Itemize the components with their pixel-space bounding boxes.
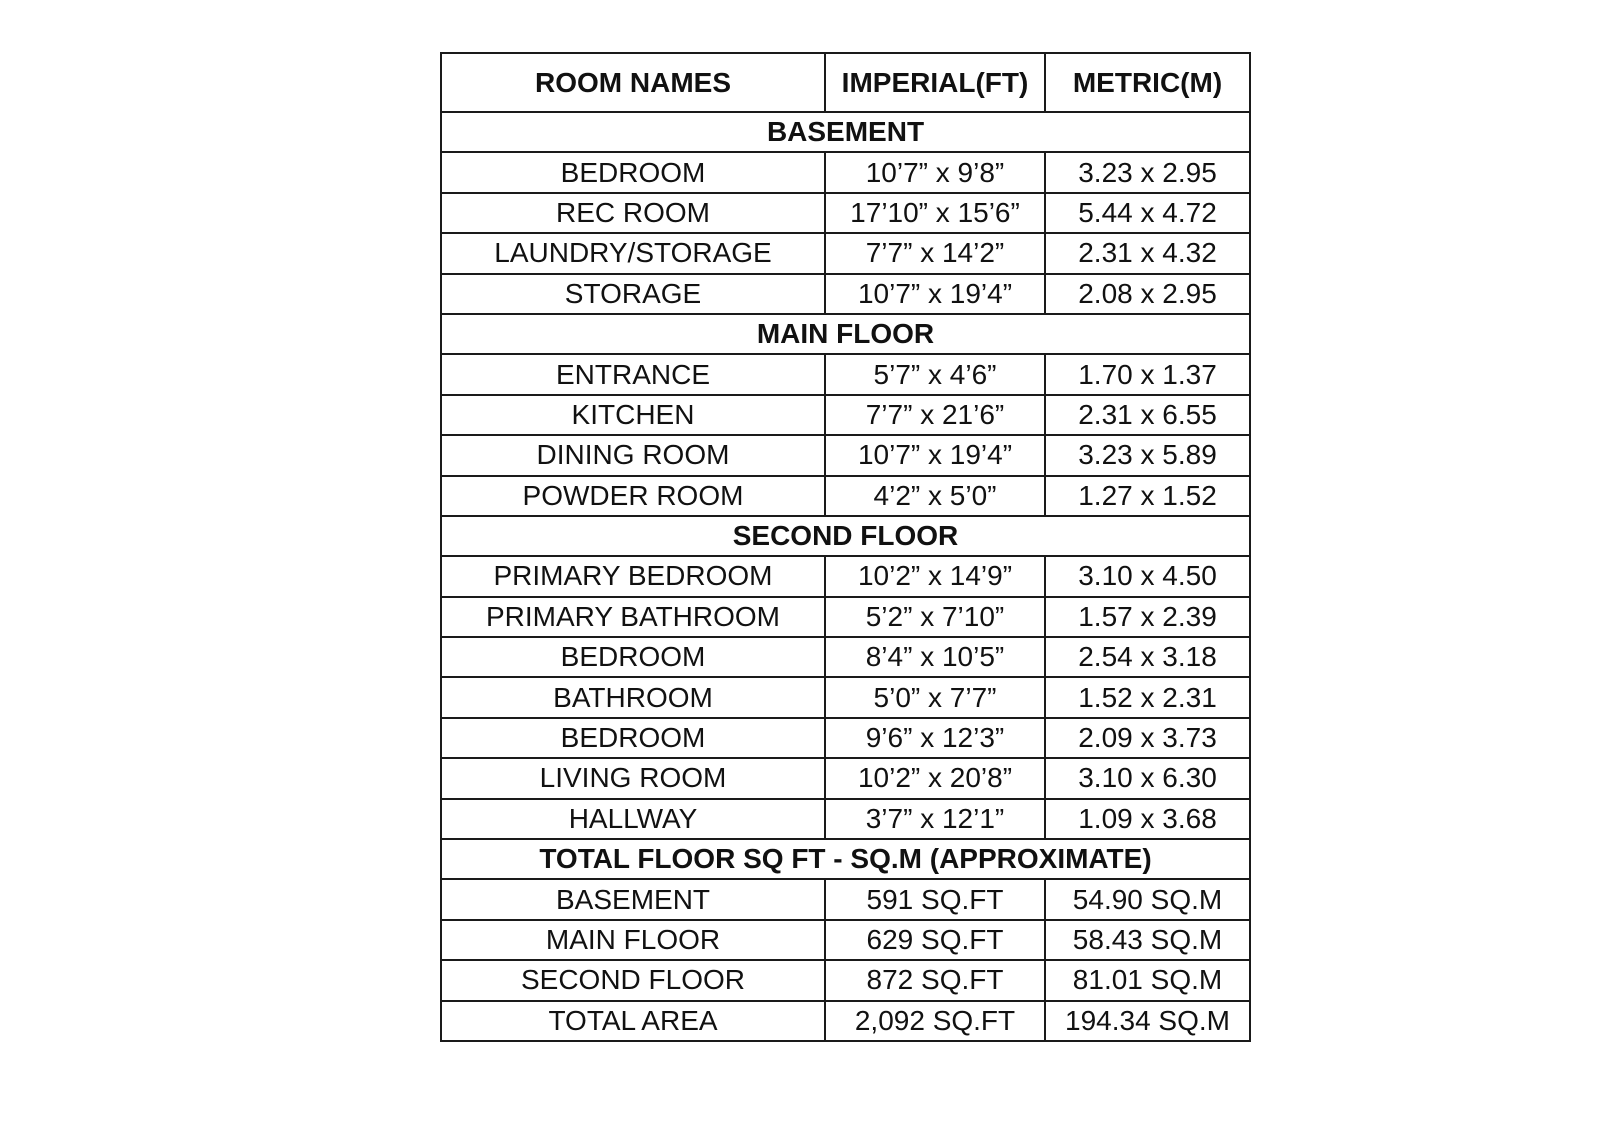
table-row — [441, 354, 1250, 394]
imperial-cell: 4’2” x 5’0” — [825, 476, 1045, 516]
metric-cell: 3.23 x 2.95 — [1045, 152, 1250, 192]
imperial-cell: 5’2” x 7’10” — [825, 597, 1045, 637]
table-row — [441, 152, 1250, 192]
table-row — [441, 476, 1250, 516]
room-name-cell: TOTAL AREA — [441, 1001, 825, 1041]
room-name-cell: LAUNDRY/STORAGE — [441, 233, 825, 273]
table-header — [441, 53, 1250, 112]
room-name-cell: POWDER ROOM — [441, 476, 825, 516]
metric-cell: 2.09 x 3.73 — [1045, 718, 1250, 758]
metric-cell: 1.70 x 1.37 — [1045, 354, 1250, 394]
room-name-cell: BEDROOM — [441, 718, 825, 758]
room-name-cell: ENTRANCE — [441, 354, 825, 394]
imperial-cell: 5’0” x 7’7” — [825, 677, 1045, 717]
imperial-cell: 591 SQ.FT — [825, 879, 1045, 919]
header-room-names: ROOM NAMES — [441, 53, 825, 112]
metric-cell: 1.27 x 1.52 — [1045, 476, 1250, 516]
table-row — [441, 597, 1250, 637]
room-name-cell: STORAGE — [441, 274, 825, 314]
header-imperial: IMPERIAL(FT) — [825, 53, 1045, 112]
imperial-cell: 872 SQ.FT — [825, 960, 1045, 1000]
imperial-cell: 17’10” x 15’6” — [825, 193, 1045, 233]
metric-cell: 194.34 SQ.M — [1045, 1001, 1250, 1041]
section-row — [441, 839, 1250, 879]
room-name-cell: HALLWAY — [441, 799, 825, 839]
section-title: MAIN FLOOR — [441, 314, 1250, 354]
table-body — [441, 112, 1250, 1041]
room-dimensions-table — [440, 52, 1251, 1042]
metric-cell: 1.52 x 2.31 — [1045, 677, 1250, 717]
section-title: BASEMENT — [441, 112, 1250, 152]
metric-cell: 58.43 SQ.M — [1045, 920, 1250, 960]
table-row — [441, 799, 1250, 839]
imperial-cell: 7’7” x 21’6” — [825, 395, 1045, 435]
table-row — [441, 395, 1250, 435]
imperial-cell: 10’7” x 19’4” — [825, 435, 1045, 475]
room-name-cell: DINING ROOM — [441, 435, 825, 475]
section-title: TOTAL FLOOR SQ FT - SQ.M (APPROXIMATE) — [441, 839, 1250, 879]
room-name-cell: BEDROOM — [441, 637, 825, 677]
section-row — [441, 516, 1250, 556]
table-row — [441, 758, 1250, 798]
imperial-cell: 10’2” x 14’9” — [825, 556, 1045, 596]
header-row — [441, 53, 1250, 112]
section-row — [441, 112, 1250, 152]
metric-cell: 3.10 x 6.30 — [1045, 758, 1250, 798]
section-row — [441, 314, 1250, 354]
imperial-cell: 5’7” x 4’6” — [825, 354, 1045, 394]
metric-cell: 2.54 x 3.18 — [1045, 637, 1250, 677]
room-name-cell: REC ROOM — [441, 193, 825, 233]
imperial-cell: 3’7” x 12’1” — [825, 799, 1045, 839]
imperial-cell: 9’6” x 12’3” — [825, 718, 1045, 758]
room-name-cell: MAIN FLOOR — [441, 920, 825, 960]
room-name-cell: BEDROOM — [441, 152, 825, 192]
room-name-cell: SECOND FLOOR — [441, 960, 825, 1000]
metric-cell: 81.01 SQ.M — [1045, 960, 1250, 1000]
metric-cell: 5.44 x 4.72 — [1045, 193, 1250, 233]
imperial-cell: 7’7” x 14’2” — [825, 233, 1045, 273]
room-name-cell: BASEMENT — [441, 879, 825, 919]
metric-cell: 3.10 x 4.50 — [1045, 556, 1250, 596]
table-row — [441, 1001, 1250, 1041]
table-row — [441, 193, 1250, 233]
section-title: SECOND FLOOR — [441, 516, 1250, 556]
table-row — [441, 718, 1250, 758]
table-row — [441, 960, 1250, 1000]
metric-cell: 3.23 x 5.89 — [1045, 435, 1250, 475]
table-row — [441, 556, 1250, 596]
room-name-cell: PRIMARY BEDROOM — [441, 556, 825, 596]
metric-cell: 2.31 x 4.32 — [1045, 233, 1250, 273]
metric-cell: 1.57 x 2.39 — [1045, 597, 1250, 637]
imperial-cell: 2,092 SQ.FT — [825, 1001, 1045, 1041]
metric-cell: 2.08 x 2.95 — [1045, 274, 1250, 314]
table-row — [441, 637, 1250, 677]
table-row — [441, 274, 1250, 314]
imperial-cell: 10’7” x 19’4” — [825, 274, 1045, 314]
room-name-cell: PRIMARY BATHROOM — [441, 597, 825, 637]
imperial-cell: 629 SQ.FT — [825, 920, 1045, 960]
table-row — [441, 677, 1250, 717]
room-name-cell: KITCHEN — [441, 395, 825, 435]
imperial-cell: 8’4” x 10’5” — [825, 637, 1045, 677]
room-name-cell: BATHROOM — [441, 677, 825, 717]
table-row — [441, 233, 1250, 273]
imperial-cell: 10’7” x 9’8” — [825, 152, 1045, 192]
table-row — [441, 435, 1250, 475]
table-row — [441, 920, 1250, 960]
room-name-cell: LIVING ROOM — [441, 758, 825, 798]
header-metric: METRIC(M) — [1045, 53, 1250, 112]
imperial-cell: 10’2” x 20’8” — [825, 758, 1045, 798]
metric-cell: 2.31 x 6.55 — [1045, 395, 1250, 435]
metric-cell: 54.90 SQ.M — [1045, 879, 1250, 919]
metric-cell: 1.09 x 3.68 — [1045, 799, 1250, 839]
table-row — [441, 879, 1250, 919]
